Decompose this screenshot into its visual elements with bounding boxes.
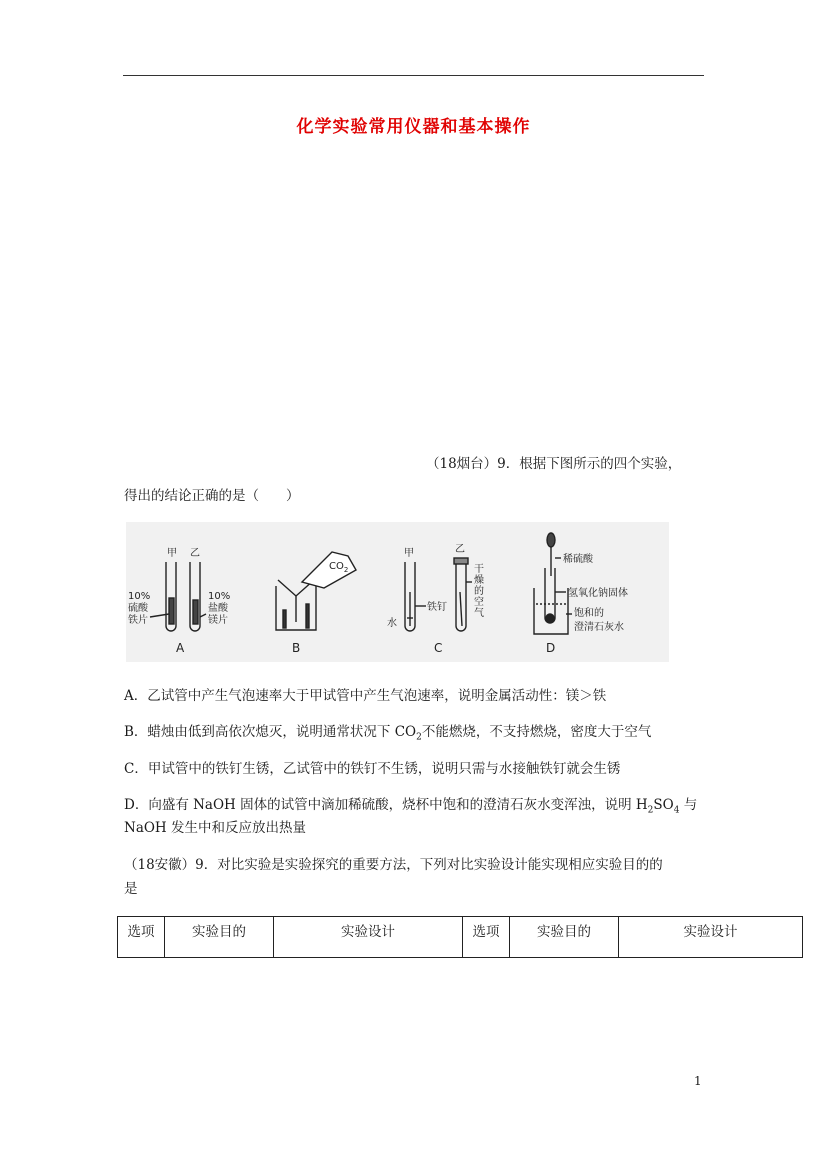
experiment-figure — [126, 522, 669, 662]
figure-a-right-conc: 10% — [208, 591, 231, 602]
figure-a-test-tubes — [150, 562, 206, 631]
figure-d-acid-label: 稀硫酸 — [563, 554, 593, 565]
question-9-line-1: （18烟台）9．根据下图所示的四个实验， — [426, 456, 682, 472]
option-d-sub-2: 4 — [673, 805, 680, 816]
table-header-row — [118, 917, 803, 958]
table-header-option-2: 选项 — [463, 917, 510, 958]
figure-a-left-metal: 铁片 — [128, 615, 148, 626]
experiment-table — [117, 916, 803, 958]
figure-c-water-label: 水 — [387, 618, 397, 629]
table-header-purpose-1: 实验目的 — [165, 917, 274, 958]
question-9-line-2: 得出的结论正确的是（ ） — [124, 488, 300, 504]
figure-d-caption: D — [546, 641, 556, 655]
figure-c-dry-3: 的 — [474, 586, 484, 597]
figure-c-label-yi: 乙 — [455, 544, 465, 555]
figure-d-apparatus — [534, 533, 572, 634]
figure-c-test-tubes — [405, 558, 472, 631]
figure-a-right-acid: 盐酸 — [208, 603, 228, 614]
figure-c-nail-label: 铁钉 — [427, 602, 447, 613]
figure-d-lime-label: 澄清石灰水 — [574, 622, 624, 633]
option-d-line-2: NaOH 发生中和反应放出热量 — [124, 820, 306, 836]
table-header-design-2: 实验设计 — [619, 917, 803, 958]
option-d-mid: SO — [653, 797, 674, 813]
figure-b-gas-sub: 2 — [343, 566, 349, 574]
page-number: 1 — [694, 1074, 702, 1088]
figure-a-right-metal: 镁片 — [208, 615, 228, 626]
figure-c-dry-2: 燥 — [474, 575, 484, 586]
question-10-line-2: 是 — [124, 881, 138, 897]
option-d-line-1 — [124, 793, 697, 816]
table-header-purpose-2: 实验目的 — [510, 917, 619, 958]
figure-d-solid-label: 氢氧化钠固体 — [568, 588, 628, 599]
figure-c-dry-1: 干 — [474, 564, 484, 575]
figure-a-label-yi: 乙 — [190, 548, 200, 559]
figure-a-caption: A — [176, 641, 185, 655]
option-b-pre: B．蜡烛由低到高依次熄灭，说明通常状况下 CO — [124, 724, 417, 740]
option-b — [124, 720, 651, 743]
option-d-sub-1: 2 — [647, 805, 654, 816]
figure-c-caption: C — [434, 641, 443, 655]
figure-c-dry-4: 空 — [474, 597, 484, 608]
option-d-pre: D．向盛有 NaOH 固体的试管中滴加稀硫酸，烧杯中饱和的澄清石灰水变浑浊，说明 H — [124, 797, 648, 813]
figure-c-dry-5: 气 — [474, 608, 484, 619]
figure-d-sat-label: 饱和的 — [574, 608, 604, 619]
figure-b-caption: B — [292, 641, 301, 655]
figure-a-label-jia: 甲 — [167, 548, 177, 559]
table-header-design-1: 实验设计 — [274, 917, 463, 958]
option-b-post: 不能燃烧，不支持燃烧，密度大于空气 — [421, 724, 652, 740]
table-header-option-1: 选项 — [118, 917, 165, 958]
option-d-post: 与 — [679, 797, 698, 813]
header-rule — [123, 75, 704, 76]
figure-b-gas: CO — [329, 561, 344, 572]
figure-a-left-conc: 10% — [128, 591, 151, 602]
figure-a-left-acid: 硫酸 — [128, 603, 148, 614]
question-10-line-1: （18安徽）9．对比实验是实验探究的重要方法，下列对比实验设计能实现相应实验目的的 — [124, 857, 663, 873]
figure-c-label-jia: 甲 — [404, 548, 414, 559]
option-c: C．甲试管中的铁钉生锈，乙试管中的铁钉不生锈，说明只需与水接触铁钉就会生锈 — [124, 761, 621, 777]
option-a: A．乙试管中产生气泡速率大于甲试管中产生气泡速率，说明金属活动性：镁＞铁 — [124, 688, 607, 704]
figure-b-beaker-candles — [276, 552, 356, 630]
page-title: 化学实验常用仪器和基本操作 — [296, 117, 531, 137]
option-b-sub: 2 — [416, 732, 422, 743]
